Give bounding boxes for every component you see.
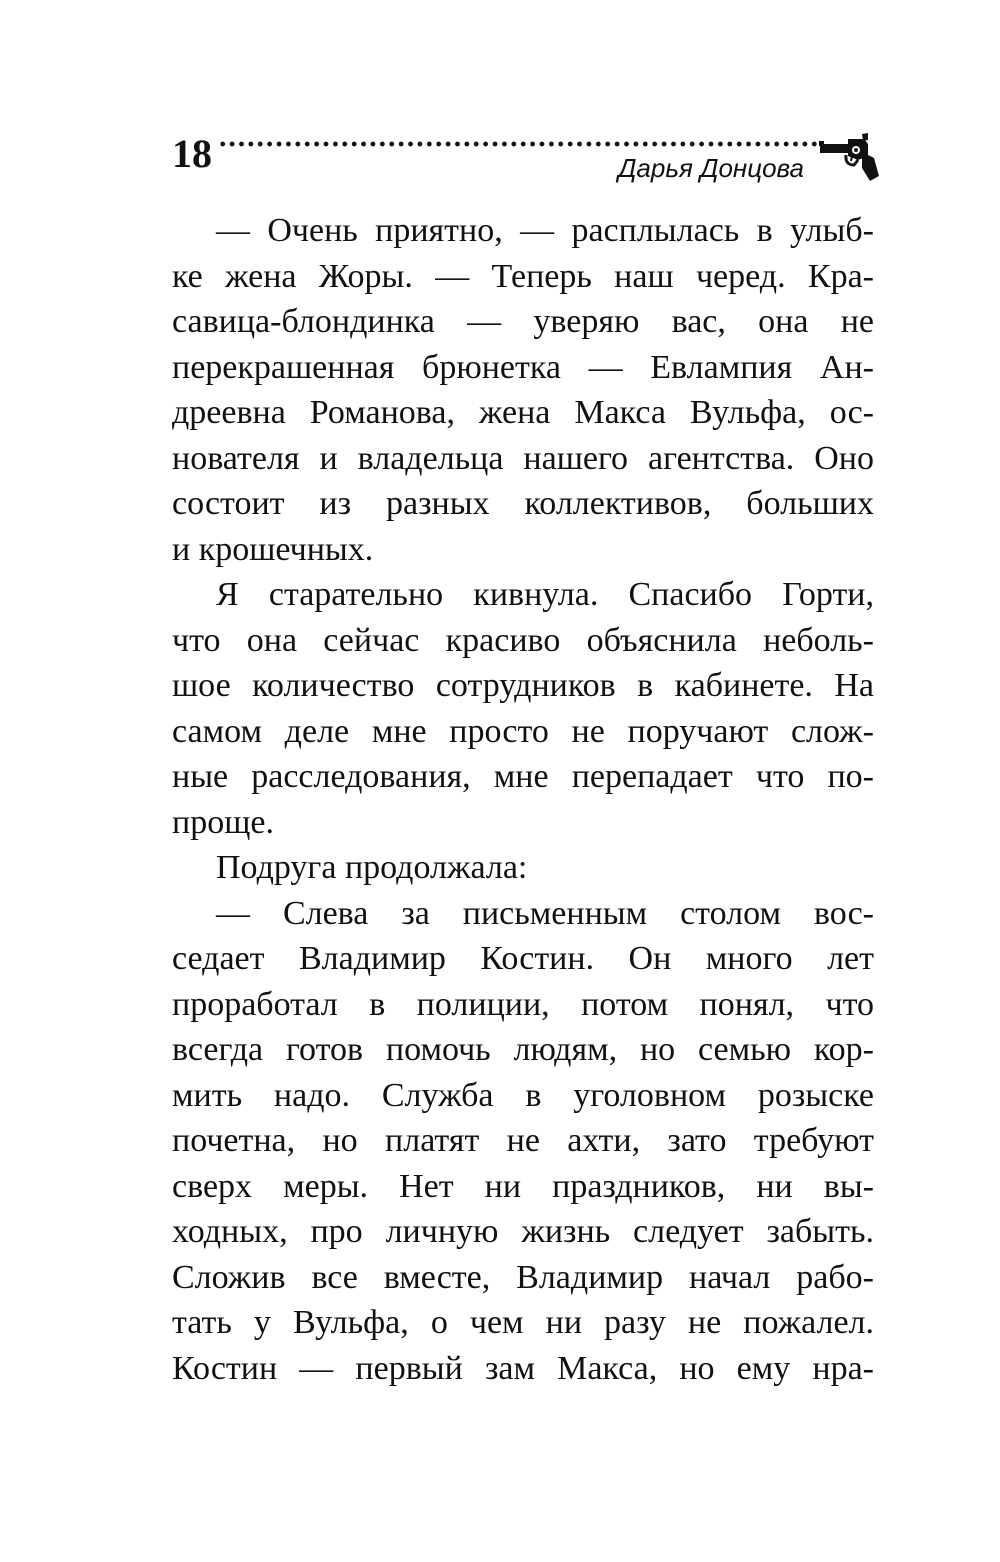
text-line: перекрашенная брюнетка — Евлампия Ан- bbox=[172, 348, 874, 386]
text-line: — Очень приятно, — расплылась в улыб- bbox=[216, 212, 874, 249]
text-line: проще. bbox=[172, 803, 274, 841]
text-line: — Слева за письменным столом вос- bbox=[216, 894, 874, 932]
dotted-rule bbox=[218, 140, 818, 148]
text-line: сверх меры. Нет ни праздников, ни вы- bbox=[172, 1167, 874, 1205]
body-text bbox=[172, 208, 874, 1391]
text-line: состоит из разных коллективов, больших bbox=[172, 485, 874, 522]
text-line: Подруга продолжала: bbox=[216, 849, 528, 886]
page-number: 18 bbox=[172, 131, 212, 176]
text-line: шое количество сотрудников в кабинете. На bbox=[172, 667, 874, 704]
text-line: тать у Вульфа, о чем ни разу не пожалел. bbox=[172, 1304, 874, 1341]
text-line: Костин — первый зам Макса, но ему нра- bbox=[172, 1349, 874, 1387]
text-line: ные расследования, мне перепадает что по- bbox=[172, 758, 874, 795]
revolver-icon bbox=[818, 132, 880, 182]
text-line: ходных, про личную жизнь следует забыть. bbox=[172, 1213, 874, 1250]
text-line: Я старательно кивнула. Спасибо Горти, bbox=[216, 576, 874, 613]
text-line: Сложив все вместе, Владимир начал рабо- bbox=[172, 1258, 874, 1296]
text-line: всегда готов помочь людям, но семью кор- bbox=[172, 1031, 874, 1068]
text-line: и крошечных. bbox=[172, 530, 374, 568]
text-line: дреевна Романова, жена Макса Вульфа, ос- bbox=[172, 394, 874, 431]
running-head-author: Дарья Донцова bbox=[618, 153, 804, 183]
text-line: савица-блондинка — уверяю вас, она не bbox=[172, 303, 874, 340]
text-line: ке жена Жоры. — Теперь наш черед. Кра- bbox=[172, 257, 874, 295]
text-line: мить надо. Служба в уголовном розыске bbox=[172, 1076, 874, 1114]
text-line: нователя и владельца нашего агентства. Оно bbox=[172, 439, 874, 477]
text-line: почетна, но платят не ахти, зато требуют bbox=[172, 1122, 874, 1159]
text-line: седает Владимир Костин. Он много лет bbox=[172, 940, 874, 977]
text-line: проработал в полиции, потом понял, что bbox=[172, 985, 874, 1023]
text-line: самом деле мне просто не поручают слож- bbox=[172, 712, 874, 750]
text-line: что она сейчас красиво объяснила неболь- bbox=[172, 621, 874, 659]
